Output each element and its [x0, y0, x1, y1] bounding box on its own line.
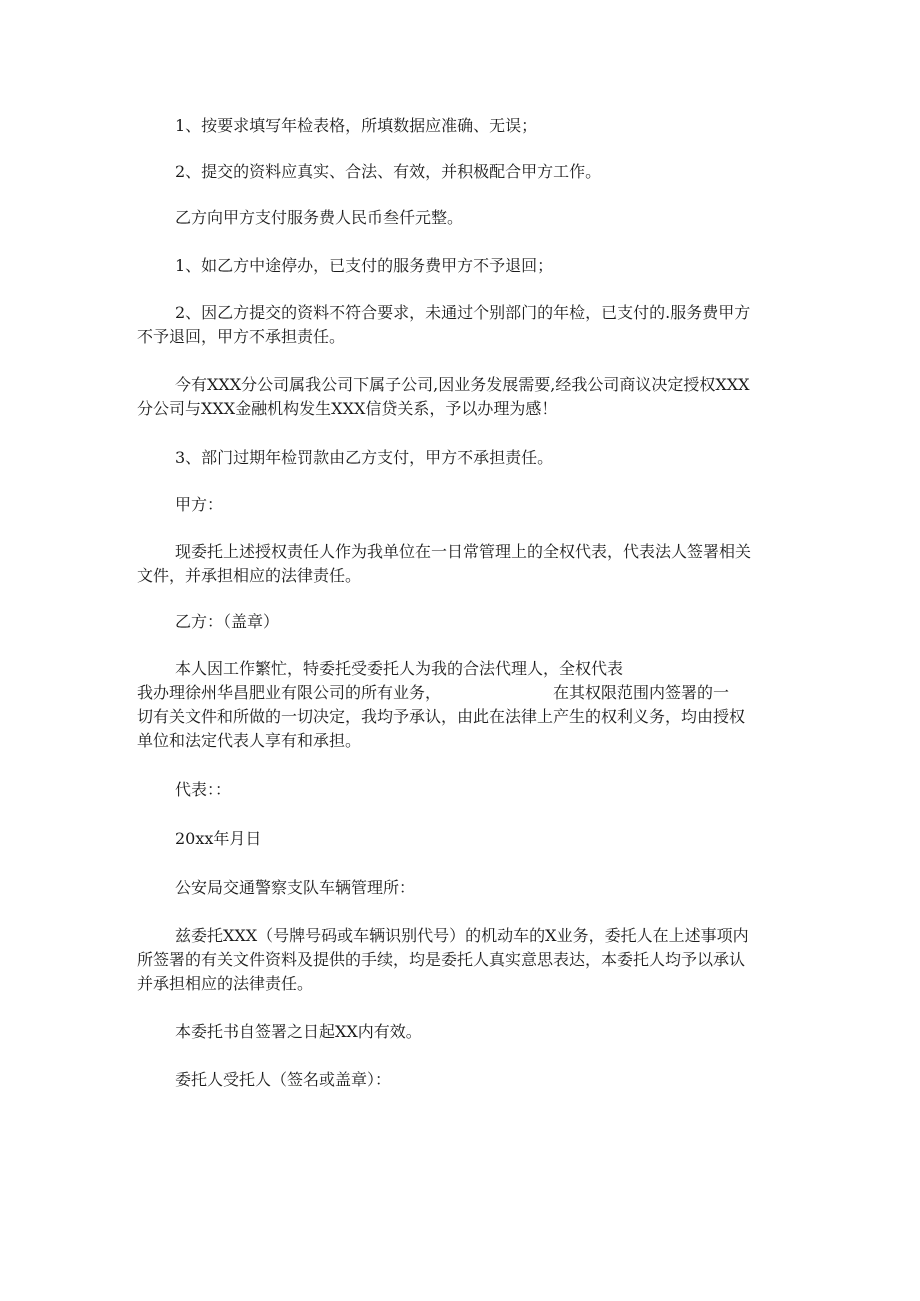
paragraph-line: 今有XXX分公司属我公司下属子公司,因业务发展需要,经我公司商议决定授权XXX [175, 375, 750, 394]
paragraph-12 [137, 778, 777, 802]
paragraph-13 [137, 827, 777, 851]
paragraph-line: 所签署的有关文件资料及提供的手续，均是委托人真实意思表达，本委托人均予以承认 [137, 950, 746, 969]
paragraph-line: 乙方：（盖章） [175, 612, 280, 631]
paragraph-line: 并承担相应的法律责任。 [137, 974, 314, 993]
paragraph-3 [137, 206, 777, 230]
paragraph-line: 本委托书自签署之日起XX内有效。 [175, 1022, 422, 1041]
paragraph-14 [137, 876, 777, 900]
paragraph-segment: 在其权限范围内签署的一 [553, 683, 730, 702]
paragraph-line: 甲方： [175, 495, 224, 514]
paragraph-2 [137, 160, 777, 184]
paragraph-8 [137, 493, 777, 517]
paragraph-4 [137, 254, 777, 278]
paragraph-line: 乙方向甲方支付服务费人民币叁仟元整。 [175, 208, 464, 227]
paragraph-line-with-gap [137, 681, 777, 705]
paragraph-16 [137, 1020, 777, 1044]
paragraph-17 [137, 1068, 777, 1092]
paragraph-line: 单位和法定代表人享有和承担。 [137, 731, 362, 750]
paragraph-6 [137, 373, 777, 421]
paragraph-line: 代表：： [175, 780, 232, 799]
paragraph-11 [137, 657, 777, 753]
paragraph-15 [137, 924, 777, 996]
paragraph-line: 文件，并承担相应的法律责任。 [137, 566, 362, 585]
paragraph-9 [137, 540, 777, 588]
paragraph-5 [137, 301, 777, 349]
paragraph-segment: 我办理徐州华昌肥业有限公司的所有业务， [137, 683, 442, 702]
paragraph-7 [137, 446, 777, 470]
paragraph-line: 2、提交的资料应真实、合法、有效，并积极配合甲方工作。 [175, 162, 602, 181]
paragraph-line: 切有关文件和所做的一切决定，我均予承认，由此在法律上产生的权利义务，均由授权 [137, 707, 746, 726]
paragraph-line: 兹委托XXX（号牌号码或车辆识别代号）的机动车的X业务，委托人在上述事项内 [175, 926, 749, 945]
paragraph-line: 现委托上述授权责任人作为我单位在一日常管理上的全权代表，代表法人签署相关 [175, 542, 752, 561]
paragraph-line: 2、因乙方提交的资料不符合要求，未通过个别部门的年检，已支付的.服务费甲方 [175, 303, 751, 322]
paragraph-line: 3、部门过期年检罚款由乙方支付，甲方不承担责任。 [175, 448, 554, 467]
paragraph-line: 分公司与XXX金融机构发生XXX信贷关系，予以办理为感！ [137, 399, 558, 418]
date-line: 20xx年月日 [175, 829, 262, 848]
paragraph-10 [137, 610, 777, 634]
paragraph-line: 委托人受托人（签名或盖章）： [175, 1070, 392, 1089]
paragraph-1 [137, 114, 777, 138]
paragraph-line: 1、如乙方中途停办，已支付的服务费甲方不予退回； [175, 256, 554, 275]
paragraph-line: 1、按要求填写年检表格，所填数据应准确、无误； [175, 116, 538, 135]
paragraph-line: 本人因工作繁忙，特委托受委托人为我的合法代理人，全权代表 [175, 659, 624, 678]
paragraph-line: 不予退回，甲方不承担责任。 [137, 327, 346, 346]
paragraph-line: 公安局交通警察支队车辆管理所： [175, 878, 416, 897]
